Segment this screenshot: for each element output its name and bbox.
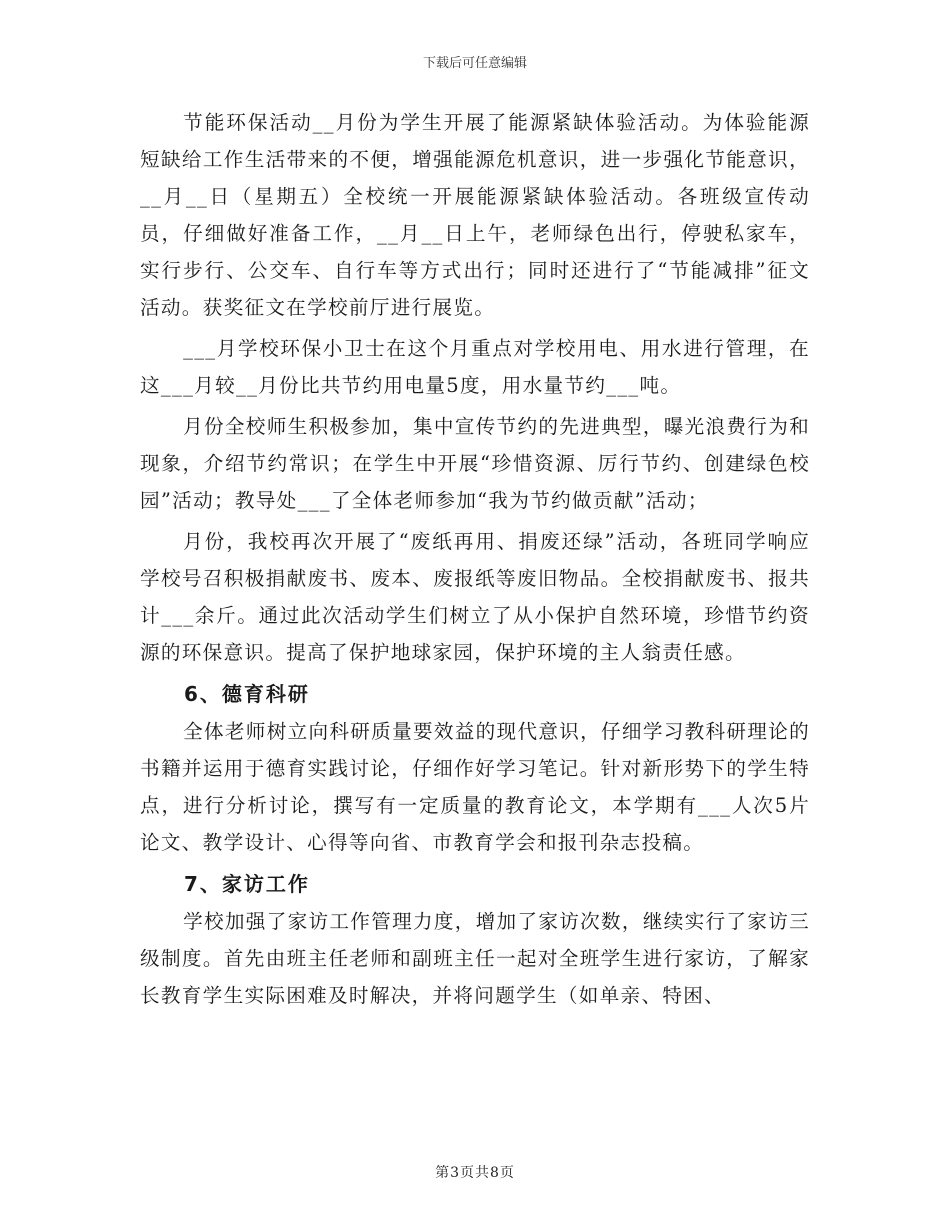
paragraph-environment-guard: ___月学校环保小卫士在这个月重点对学校用电、用水进行管理，在这___月较__月份比共节约用电量5度，用水量节约___吨。 [140,337,810,397]
document-body [140,104,810,1014]
paragraph-paper-recycling: 月份，我校再次开展了“废纸再用、捐废还绿”活动，各班同学响应学校号召积极捐献废书、废本、废报纸等废旧物品。全校捐献废书、报共计___余斤。通过此次活动学生们树立了从小保护自然环境，珍惜节约资源的环保意识。提高了保护地球家园，保护环境的主人翁责任感。 [140,530,810,664]
heading-moral-research: 6、德育科研 [184,682,310,706]
paragraph-saving-campaign: 月份全校师生积极参加，集中宣传节约的先进典型，曝光浪费行为和现象，介绍节约常识；在学生中开展“珍惜资源、厉行节约、创建绿色校园”活动；教导处___了全体老师参加“我为节约做贡献”活动； [140,415,810,512]
page-footer: 第3页共8页 [435,1165,515,1181]
paragraph-energy-activity: 节能环保活动__月份为学生开展了能源紧缺体验活动。为体验能源短缺给工作生活带来的不便，增强能源危机意识，进一步强化节能意识，__月__日（星期五）全校统一开展能源紧缺体验活动。各班级宣传动员，仔细做好准备工作，__月__日上午，老师绿色出行，停驶私家车，实行步行、公交车、自行车等方式出行；同时还进行了“节能减排”征文活动。获奖征文在学校前厅进行展览。 [140,111,810,319]
paragraph-home-visits: 学校加强了家访工作管理力度，增加了家访次数，继续实行了家访三级制度。首先由班主任老师和副班主任一起对全班学生进行家访，了解家长教育学生实际困难及时解决，并将问题学生（如单亲、特困、 [140,910,810,1007]
paragraph-moral-research: 全体老师树立向科研质量要效益的现代意识，仔细学习教科研理论的书籍并运用于德育实践讨论，仔细作好学习笔记。针对新形势下的学生特点，进行分析讨论，撰写有一定质量的教育论文，本学期有___人次5片论文、教学设计、心得等向省、市教育学会和报刊杂志投稿。 [140,720,810,854]
page-header: 下载后可任意编辑 [422,56,527,71]
heading-home-visits: 7、家访工作 [184,872,310,896]
